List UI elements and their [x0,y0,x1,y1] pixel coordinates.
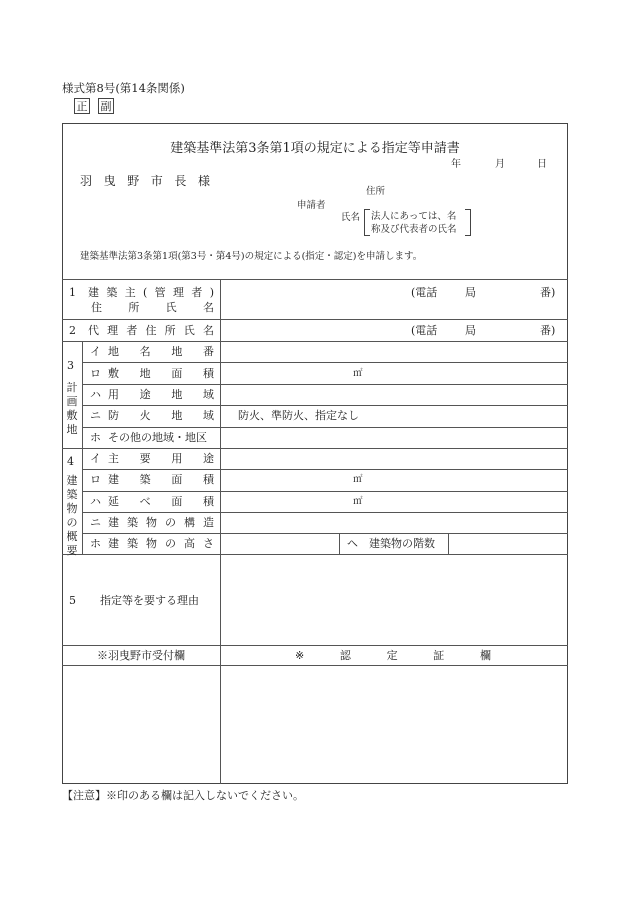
name-label: 氏名 [341,212,361,223]
addressee: 羽 曳 野 市 長 様 [80,174,210,188]
site-item-e-label: その他の地域・地区 [108,431,207,444]
bldg-item-b-letter: ロ [90,473,101,486]
building-height-field[interactable] [221,534,339,554]
owner-phone-open: (電話 [411,286,438,299]
bldg-item-c-label: 延 べ 面 積 [108,495,214,508]
site-location-field[interactable] [221,342,567,362]
bldg-item-d-label: 建 築 物 の 構 造 [108,516,214,529]
site-item-c-label: 用 途 地 域 [108,388,214,401]
agent-phone-bureau: 局 [465,324,476,337]
application-statement: 建築基準法第3条第1項(第3号・第4号)の規定による(指定・認定)を申請します。 [80,251,423,262]
copy-mark-duplicate: 副 [98,98,114,114]
reception-label: ※羽曳野市受付欄 [97,649,185,662]
bldg-item-e-letter: ホ [90,537,101,550]
owner-phone-number: 番) [540,286,556,299]
site-area-field[interactable] [221,363,567,384]
building-structure-field[interactable] [221,513,567,533]
footer-note: 【注意】※印のある欄は記入しないでください。 [62,789,304,802]
right-bracket [465,209,471,236]
page-title: 建築基準法第3条第1項の規定による指定等申請書 [170,141,460,156]
site-item-a-label: 地 名 地 番 [108,345,214,358]
total-floor-area-unit: ㎡ [353,496,363,507]
form-number: 様式第8号(第14条関係) [62,81,185,95]
building-floors-field[interactable] [449,534,567,554]
site-item-a-letter: イ [90,345,101,358]
bldg-item-e-label: 建 築 物 の 高 さ [108,537,214,550]
reason-field[interactable] [221,555,567,645]
fire-zone-options[interactable]: 防火、準防火、指定なし [238,409,359,422]
certification-label: ※ 認 定 証 欄 [295,649,491,662]
agent-label: 代 理 者 住 所 氏 名 [88,324,214,337]
site-group-label: 計 画 敷 地 [66,381,78,436]
bldg-item-a-letter: イ [90,452,101,465]
owner-label-line1: 建 築 主 ( 管 理 者 ) [88,286,214,299]
owner-address-name-field[interactable] [221,280,567,319]
site-other-zone-field[interactable] [221,428,567,448]
floors-label: ヘ 建築物の階数 [347,537,435,550]
owner-phone-bureau: 局 [465,286,476,299]
building-area-unit: ㎡ [353,474,363,485]
site-use-zone-field[interactable] [221,385,567,405]
building-group-label: 建 築 物 の 概 要 [66,474,78,557]
left-bracket [364,209,370,236]
bldg-item-a-label: 主 要 用 途 [108,452,214,465]
site-item-b-letter: ロ [90,367,101,380]
site-item-c-letter: ハ [90,388,101,401]
site-area-unit: ㎡ [353,368,363,379]
site-item-b-label: 敷 地 面 積 [108,367,214,380]
row-1-number: 1 [69,286,76,299]
section-4-number: 4 [67,455,74,468]
address-label: 住所 [366,186,386,197]
site-item-d-letter: ニ [90,409,101,422]
site-item-e-letter: ホ [90,431,101,444]
copy-mark-original: 正 [74,98,90,114]
date-year-label: 年 [451,159,461,170]
date-month-label: 月 [495,159,505,170]
corporate-note-line1: 法人にあっては、名 [371,211,457,222]
agent-phone-number: 番) [540,324,556,337]
bldg-item-b-label: 建 築 面 積 [108,473,214,486]
bldg-item-d-letter: ニ [90,516,101,529]
building-total-floor-area-field[interactable] [221,492,567,512]
building-main-use-field[interactable] [221,449,567,469]
agent-phone-open: (電話 [411,324,438,337]
bldg-item-c-letter: ハ [90,495,101,508]
site-item-d-label: 防 火 地 域 [108,409,214,422]
applicant-label: 申請者 [297,200,326,211]
reason-label: 指定等を要する理由 [100,594,199,607]
row-2-number: 2 [69,324,76,337]
section-3-number: 3 [67,359,74,372]
agent-address-name-field[interactable] [221,320,567,341]
corporate-note-line2: 称及び代表者の氏名 [371,224,457,235]
row-5-number: 5 [69,594,76,607]
building-area-field[interactable] [221,470,567,491]
date-day-label: 日 [537,159,547,170]
owner-label-line2: 住 所 氏 名 [91,301,214,314]
